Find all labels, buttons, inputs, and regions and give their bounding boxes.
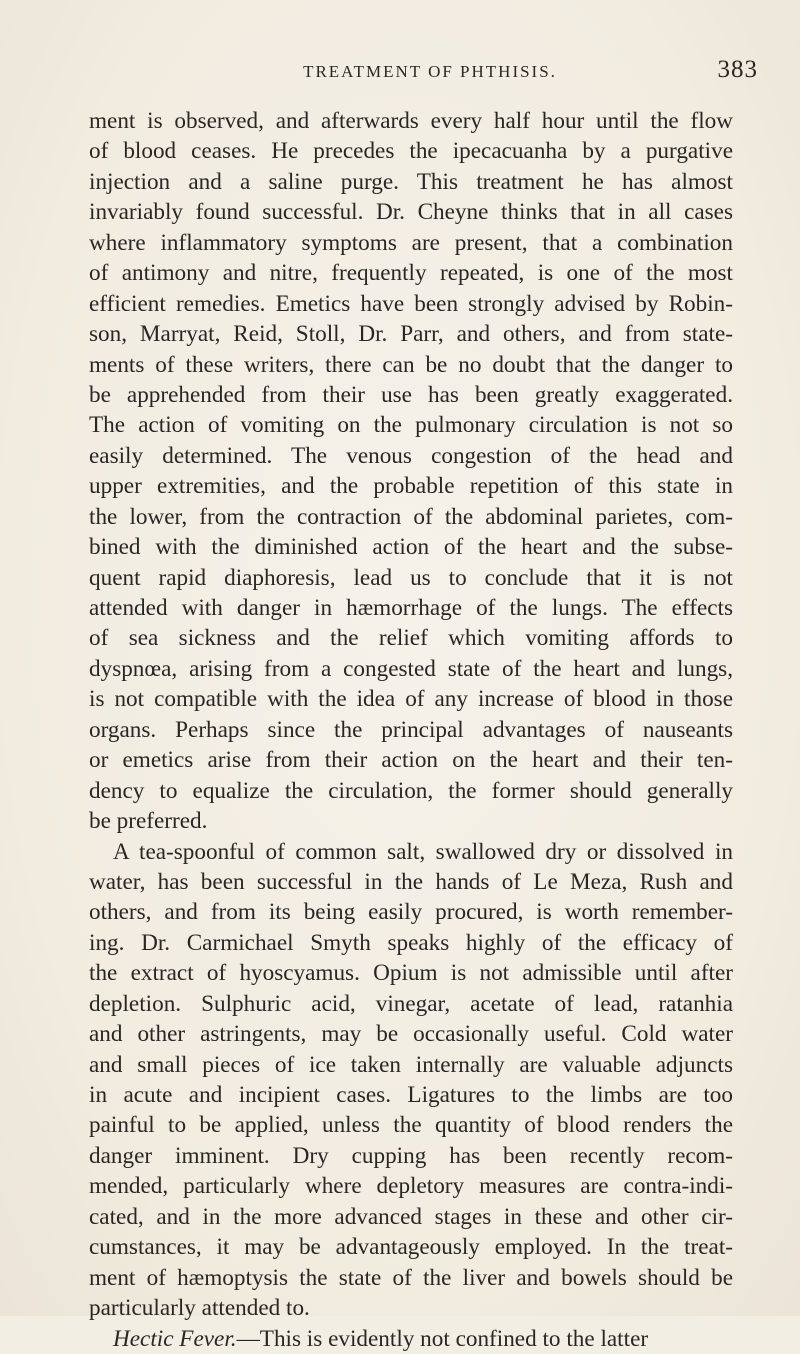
text-line: ing. Dr. Carmichael Smyth speaks highly of the efficacy of (89, 929, 733, 956)
text-line: attended with danger in hæmorrhage of the lungs. The effects (89, 595, 733, 621)
text-line: quent rapid diaphoresis, lead us to conclude that it is not (89, 564, 733, 591)
text-line: be apprehended from their use has been greatly exaggerated. (89, 381, 733, 408)
text-line: organs. Perhaps since the principal advantages of nauseants (89, 716, 733, 743)
text-line: be preferred. (89, 808, 208, 835)
section-heading: Hectic Fever. (113, 1325, 237, 1352)
text-line: upper extremities, and the probable repetition of this state in (89, 473, 733, 500)
text-line: of antimony and nitre, frequently repeated, is one of the most (89, 260, 733, 287)
text-line: cated, and in the more advanced stages in these and other cir- (89, 1203, 733, 1230)
text-line: cumstances, it may be advantageously employed. In the treat- (89, 1234, 733, 1261)
text-line: danger imminent. Dry cupping has been recently recom- (89, 1142, 733, 1169)
text-line: The action of vomiting on the pulmonary circulation is not so (89, 412, 733, 439)
section-text: —This is evidently not confined to the latter (236, 1325, 649, 1352)
text-line: and small pieces of ice taken internally are valuable adjuncts (89, 1051, 733, 1078)
text-line: the lower, from the contraction of the abdominal parietes, com- (89, 503, 733, 530)
text-line: or emetics arise from their action on the heart and their ten- (89, 747, 733, 774)
text-line: ment is observed, and afterwards every half hour until the flow (89, 108, 733, 134)
text-line: ments of these writers, there can be no doubt that the danger to (89, 351, 733, 378)
text-line: dency to equalize the circulation, the former should generally (89, 777, 733, 804)
text-line: depletion. Sulphuric acid, vinegar, acetate of lead, ratanhia (89, 990, 733, 1017)
running-head: TREATMENT OF PHTHISIS. (303, 62, 557, 81)
text-line: easily determined. The venous congestion of the head and (89, 442, 733, 469)
text-line: mended, particularly where depletory measures are contra-indi- (89, 1173, 733, 1200)
text-line: invariably found successful. Dr. Cheyne thinks that in all cases (89, 199, 733, 226)
text-line: of blood ceases. He precedes the ipecacuanha by a purgative (89, 138, 733, 165)
text-line: ment of hæmoptysis the state of the liver and bowels should be (89, 1264, 733, 1291)
text-line: the extract of hyoscyamus. Opium is not admissible until after (89, 960, 733, 987)
text-line: dyspnœa, arising from a congested state of the heart and lungs, (89, 655, 733, 682)
text-line: and other astringents, may be occasionally useful. Cold water (89, 1021, 733, 1048)
final-line (89, 1324, 733, 1354)
text-line: where inflammatory symptoms are present, that a combination (89, 229, 733, 256)
page-header (60, 56, 760, 86)
text-line: injection and a saline purge. This treatment he has almost (89, 168, 733, 195)
text-line: is not compatible with the idea of any increase of blood in those (89, 686, 733, 713)
text-line: efficient remedies. Emetics have been strongly advised by Robin- (89, 290, 733, 317)
page-number: 383 (717, 56, 758, 83)
text-line: A tea-spoonful of common salt, swallowed dry or dissolved in (113, 838, 733, 865)
body-text (89, 106, 733, 1354)
text-line: bined with the diminished action of the heart and the subse- (89, 534, 733, 561)
text-line: others, and from its being easily procured, is worth remember- (89, 899, 733, 926)
text-line: water, has been successful in the hands of Le Meza, Rush and (89, 868, 733, 895)
text-line: of sea sickness and the relief which vomiting affords to (89, 625, 733, 652)
text-line: particularly attended to. (89, 1295, 310, 1322)
text-line: in acute and incipient cases. Ligatures to the limbs are too (89, 1082, 733, 1108)
text-line: painful to be applied, unless the quantity of blood renders the (89, 1112, 733, 1139)
text-line: son, Marryat, Reid, Stoll, Dr. Parr, and others, and from state- (89, 321, 733, 348)
